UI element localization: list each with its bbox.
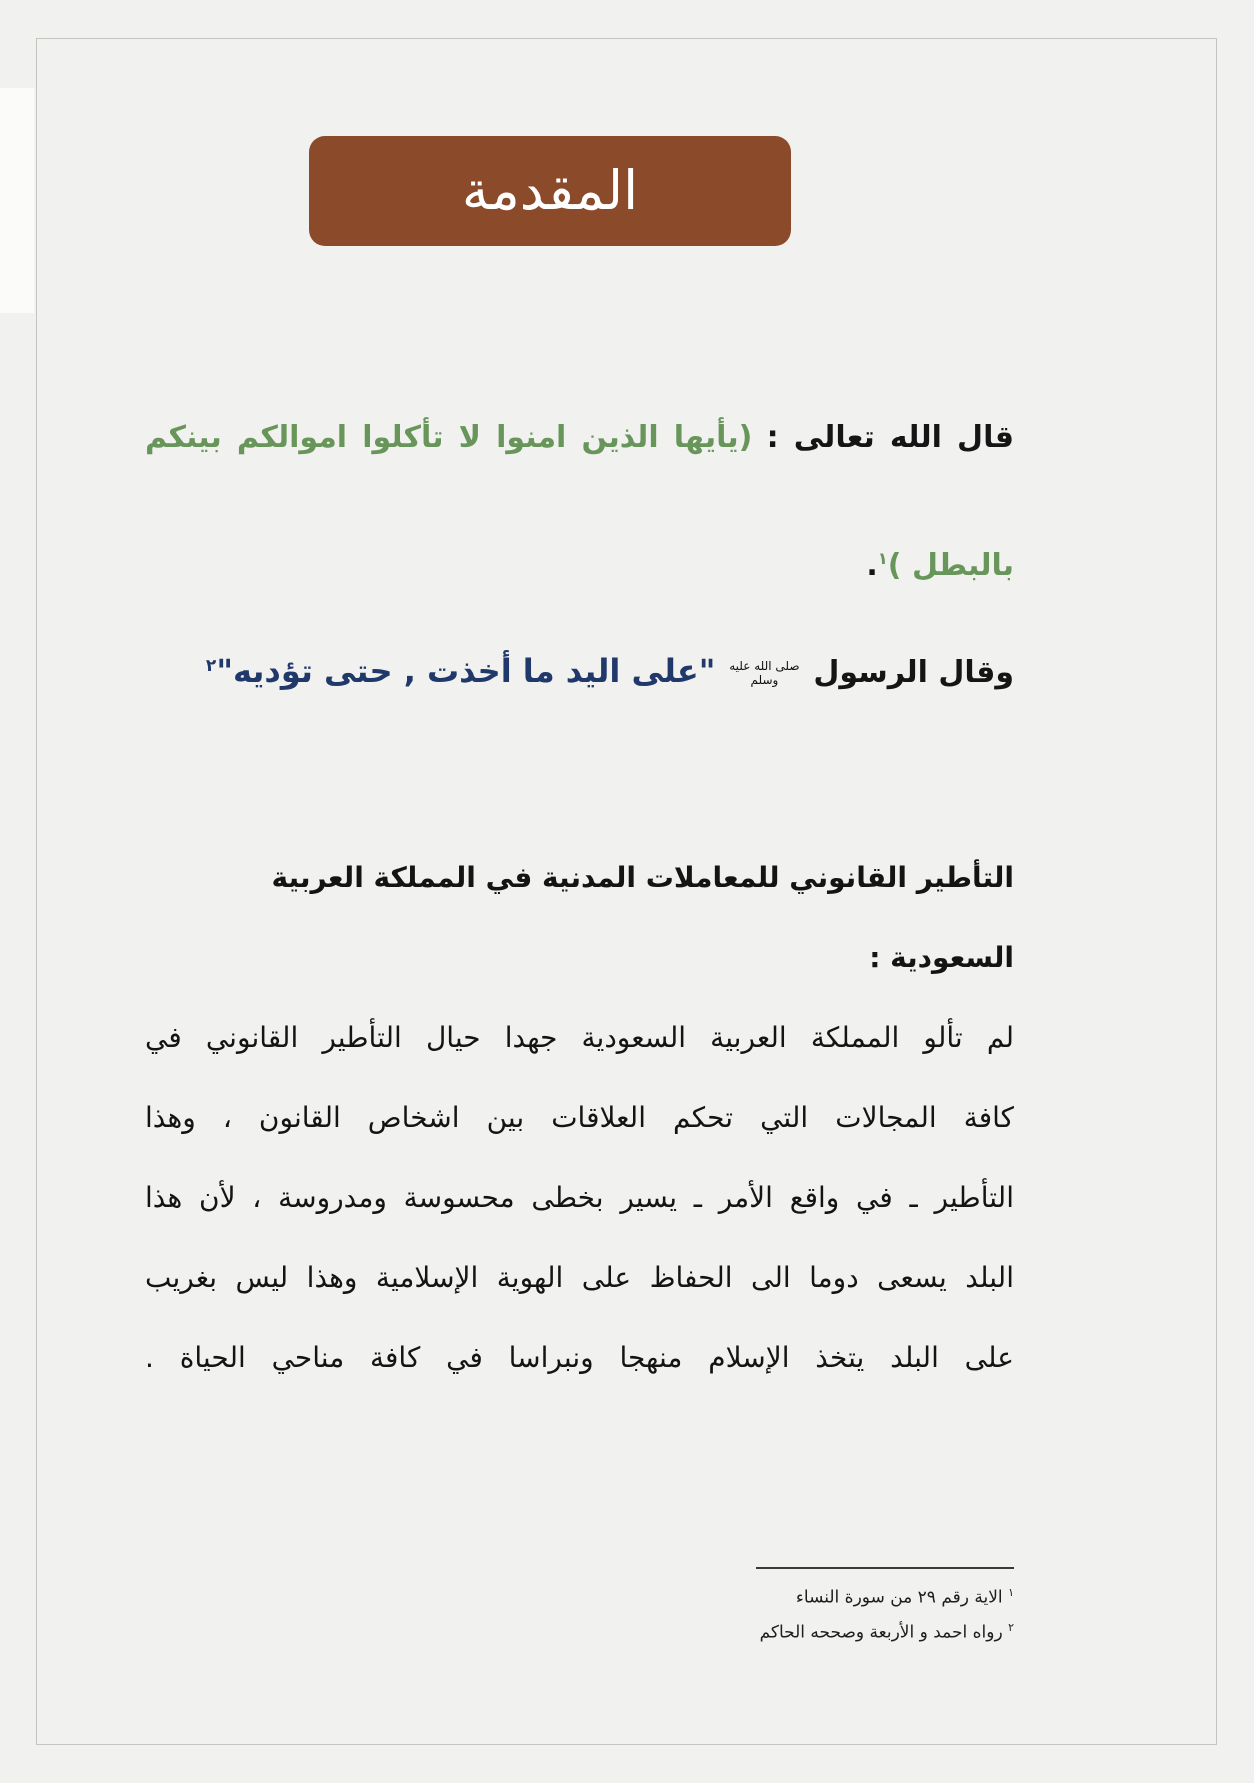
quran-verse-line2 — [866, 548, 1014, 583]
footnote-1 — [760, 1578, 1014, 1613]
title-banner — [309, 136, 791, 246]
footnotes — [760, 1578, 1014, 1647]
hadith-text: "على اليد ما أخذت , حتى تؤديه" — [216, 652, 716, 690]
footnote-marker-1: ١ — [1008, 1586, 1014, 1599]
quran-verse-continuation: بالبطل ) — [887, 548, 1014, 583]
body-line: البلد يسعى دوما الى الحفاظ على الهوية الإسلامية وهذا ليس بغريب — [145, 1261, 1014, 1294]
footnote-ref-1: ١ — [877, 549, 888, 568]
body-line: على البلد يتخذ الإسلام منهجا ونبراسا في كافة مناحي الحياة . — [145, 1341, 1014, 1374]
quran-verse-line1 — [145, 420, 1014, 455]
footnote-separator — [756, 1567, 1014, 1569]
scan-artifact — [0, 88, 34, 313]
page-title: المقدمة — [461, 159, 639, 222]
hadith-intro: وقال الرسول — [813, 655, 1014, 690]
section-heading: التأطير القانوني للمعاملات المدنية في المملكة العربية السعودية : — [271, 861, 1014, 974]
body-text-block — [145, 838, 1014, 1398]
footnote-text-2: رواه احمد و الأربعة وصححه الحاكم — [759, 1622, 1003, 1643]
footnote-2 — [760, 1613, 1014, 1648]
footnote-text-1: الاية رقم ٢٩ من سورة النساء — [795, 1587, 1003, 1608]
footnote-ref-2: ٢ — [205, 656, 217, 676]
footnote-marker-2: ٢ — [1008, 1620, 1014, 1634]
body-line: كافة المجالات التي تحكم العلاقات بين اشخاص القانون ، وهذا — [145, 1101, 1014, 1134]
quran-verse-text: (يأيها الذين امنوا لا تأكلوا اموالكم بينكم — [145, 420, 753, 455]
quran-intro: قال الله تعالى : — [766, 420, 1014, 455]
body-line: التأطير ـ في واقع الأمر ـ يسير بخطى محسوسة ومدروسة ، لأن هذا — [145, 1181, 1014, 1214]
verse-period: . — [866, 548, 878, 583]
hadith-line — [145, 652, 1014, 690]
body-line: لم تألو المملكة العربية السعودية جهدا حيال التأطير القانوني في — [145, 1021, 1014, 1054]
pbuh-calligraphy: صلى الله عليه وسلم — [729, 658, 800, 687]
